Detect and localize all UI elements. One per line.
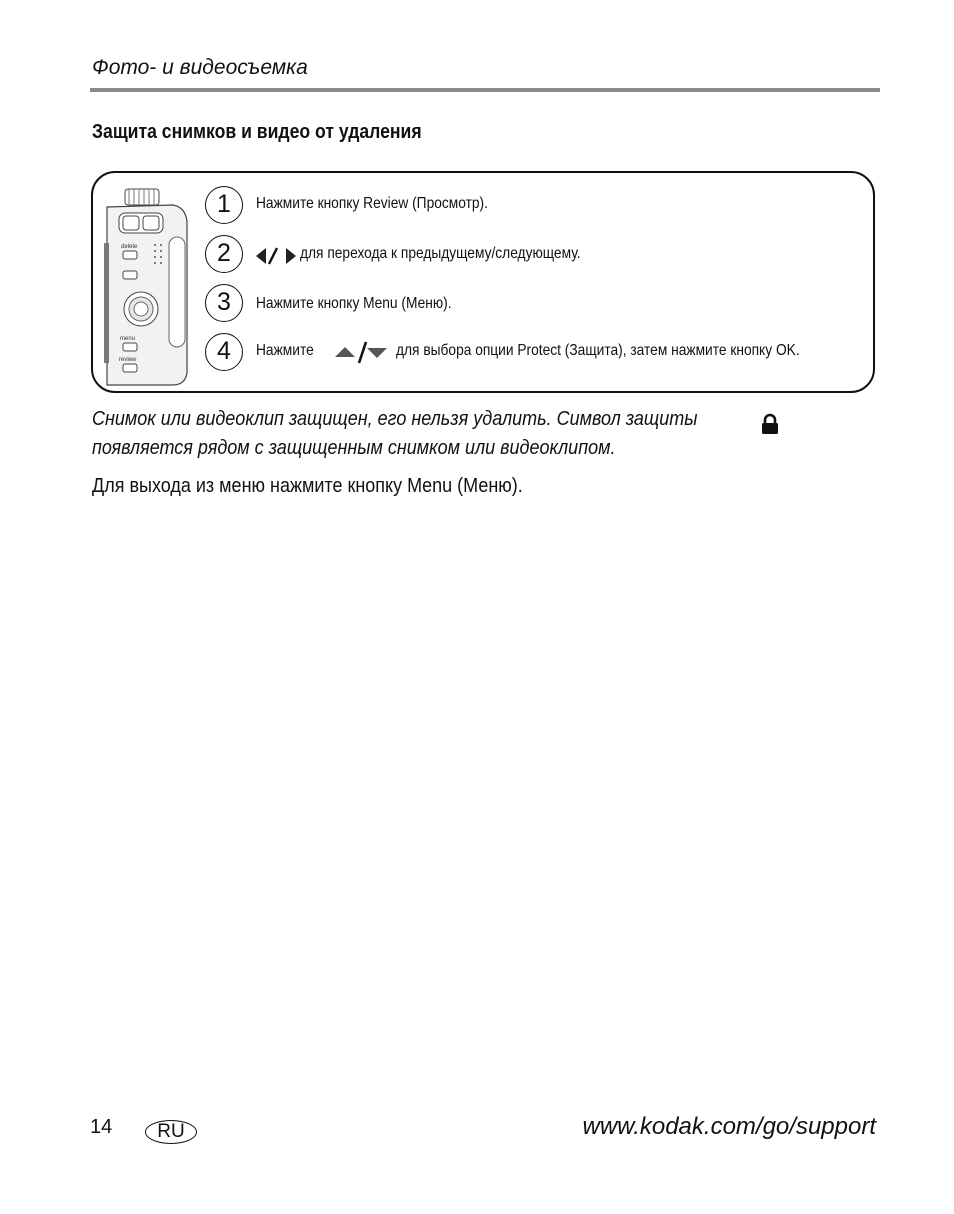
- step-number-2: 2: [205, 235, 243, 273]
- step-3-text: Нажмите кнопку Menu (Меню).: [256, 295, 452, 312]
- camera-delete-label: delete: [121, 244, 138, 250]
- section-title: Защита снимков и видео от удаления: [92, 121, 422, 143]
- step-number-1: 1: [205, 186, 243, 224]
- exit-instruction: Для выхода из меню нажмите кнопку Menu (Меню).: [92, 475, 523, 497]
- step-4-prefix: Нажмите: [256, 342, 314, 359]
- step-number-3: 3: [205, 284, 243, 322]
- protected-line-1: Снимок или видеоклип защищен, его нельзя удалить. Символ защиты: [92, 408, 698, 430]
- left-right-arrows-icon: [255, 245, 297, 267]
- camera-review-label: review: [119, 357, 137, 363]
- page-number: 14: [90, 1116, 113, 1138]
- language-badge: RU: [145, 1120, 197, 1144]
- step-number-4: 4: [205, 333, 243, 371]
- header-rule: [90, 88, 880, 92]
- step-2-text: для перехода к предыдущему/следующему.: [300, 245, 581, 262]
- running-head: Фото- и видеосъемка: [92, 56, 308, 79]
- support-url[interactable]: www.kodak.com/go/support: [582, 1113, 876, 1140]
- camera-back-panel-illustration: [103, 181, 203, 393]
- steps-box: [91, 171, 875, 393]
- step-4-text: для выбора опции Protect (Защита), затем нажмите кнопку OK.: [396, 342, 800, 359]
- step-1-text: Нажмите кнопку Review (Просмотр).: [256, 195, 488, 212]
- camera-menu-label: menu: [120, 336, 136, 342]
- up-down-arrows-icon: [333, 339, 389, 365]
- protected-line-2: появляется рядом с защищенным снимком или видеоклипом.: [92, 437, 616, 459]
- lock-icon: [760, 413, 780, 435]
